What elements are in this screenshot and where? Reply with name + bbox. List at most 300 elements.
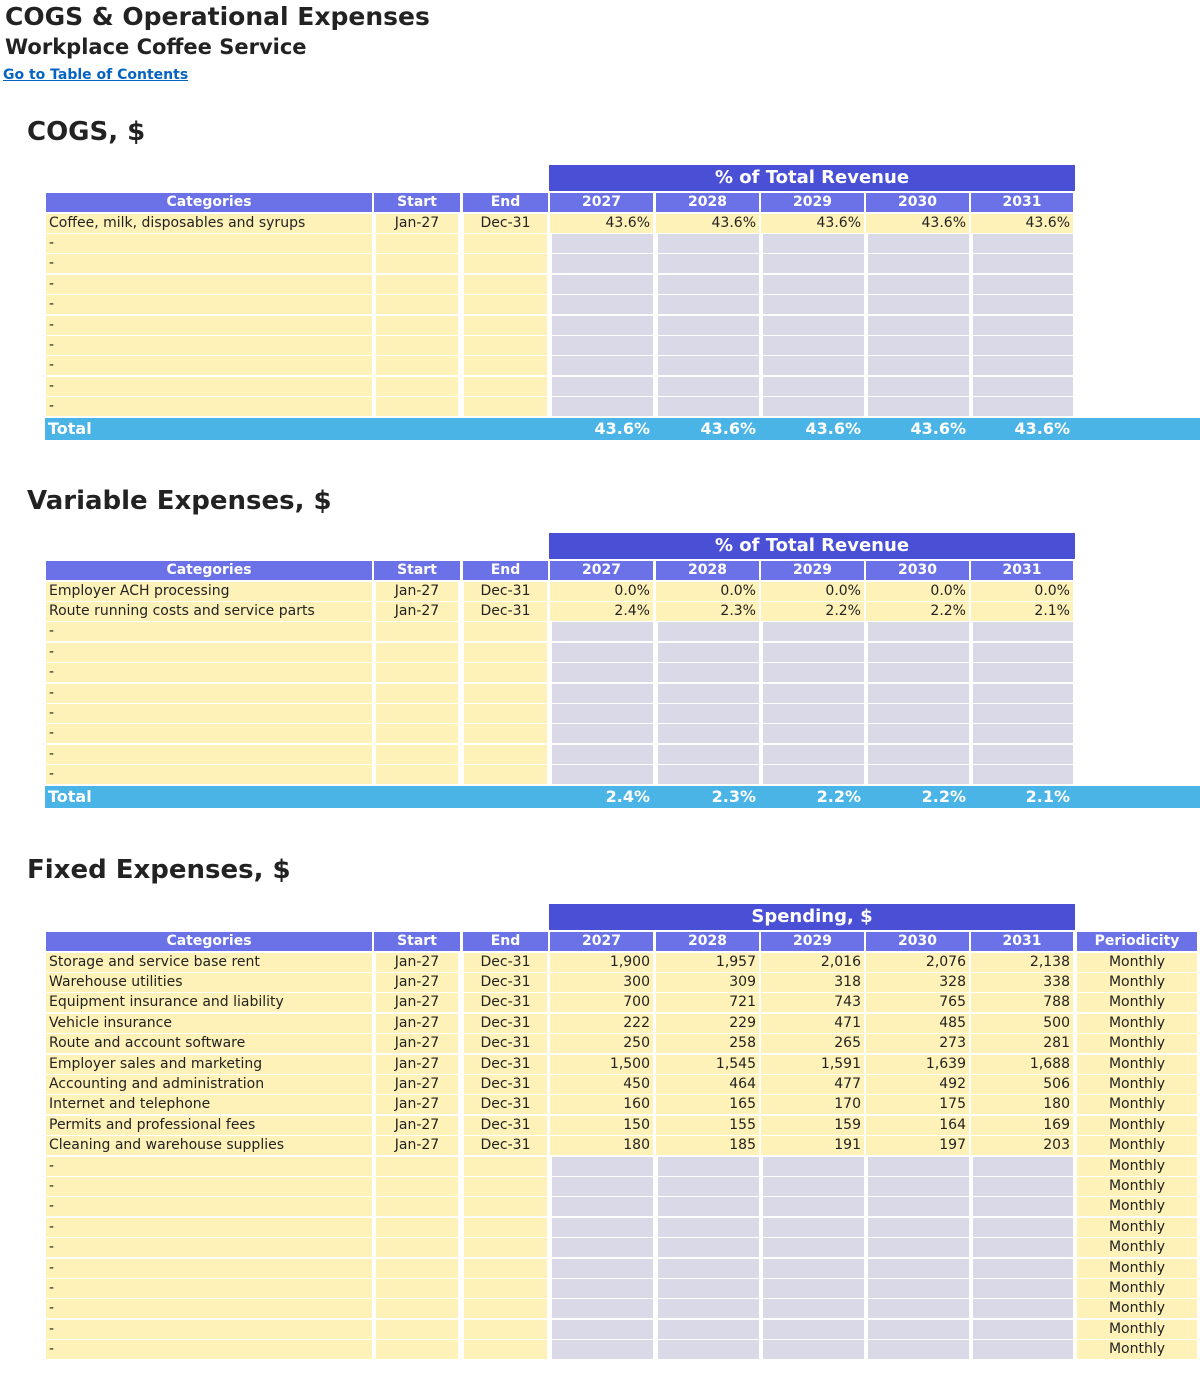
row-start-date[interactable]: Jan-27 — [376, 1055, 458, 1074]
row-start-date[interactable] — [376, 1320, 458, 1339]
row-year-empty[interactable] — [763, 765, 864, 784]
row-year-empty[interactable] — [658, 1238, 759, 1257]
row-periodicity[interactable]: Monthly — [1077, 1340, 1197, 1359]
row-year-value[interactable]: 175 — [866, 1095, 969, 1114]
row-year-empty[interactable] — [868, 1197, 969, 1216]
row-category-name[interactable]: Employer sales and marketing — [46, 1055, 372, 1074]
row-year-value[interactable]: 492 — [866, 1075, 969, 1094]
row-year-value[interactable]: 500 — [971, 1014, 1073, 1033]
row-year-value[interactable]: 1,500 — [550, 1055, 653, 1074]
row-year-value[interactable]: 203 — [971, 1136, 1073, 1155]
row-end-date[interactable] — [464, 275, 547, 294]
row-year-value[interactable]: 0.0% — [866, 582, 969, 601]
row-category-name[interactable]: Permits and professional fees — [46, 1116, 372, 1135]
row-year-empty[interactable] — [552, 745, 653, 764]
row-year-empty[interactable] — [973, 1157, 1073, 1176]
row-category-name[interactable]: - — [46, 663, 372, 682]
row-year-empty[interactable] — [763, 663, 864, 682]
row-year-empty[interactable] — [868, 1177, 969, 1196]
row-start-date[interactable]: Jan-27 — [376, 973, 458, 992]
row-year-empty[interactable] — [868, 765, 969, 784]
row-start-date[interactable] — [376, 663, 458, 682]
row-end-date[interactable] — [464, 622, 547, 641]
row-year-empty[interactable] — [658, 275, 759, 294]
row-start-date[interactable] — [376, 295, 458, 314]
row-category-name[interactable]: - — [46, 622, 372, 641]
row-year-empty[interactable] — [763, 377, 864, 396]
row-year-empty[interactable] — [552, 1238, 653, 1257]
row-year-empty[interactable] — [868, 234, 969, 253]
row-year-empty[interactable] — [973, 1238, 1073, 1257]
row-end-date[interactable] — [464, 1157, 547, 1176]
row-end-date[interactable] — [464, 643, 547, 662]
row-category-name[interactable]: - — [46, 1299, 372, 1318]
row-periodicity[interactable]: Monthly — [1077, 1136, 1197, 1155]
row-year-empty[interactable] — [658, 1340, 759, 1359]
row-year-empty[interactable] — [763, 745, 864, 764]
row-start-date[interactable]: Jan-27 — [376, 993, 458, 1012]
row-year-empty[interactable] — [763, 1238, 864, 1257]
row-category-name[interactable]: - — [46, 684, 372, 703]
row-year-value[interactable]: 1,957 — [656, 953, 759, 972]
row-category-name[interactable]: - — [46, 377, 372, 396]
row-end-date[interactable] — [464, 336, 547, 355]
row-year-empty[interactable] — [868, 1340, 969, 1359]
row-year-empty[interactable] — [552, 663, 653, 682]
row-category-name[interactable]: - — [46, 1238, 372, 1257]
row-end-date[interactable] — [464, 316, 547, 335]
row-start-date[interactable] — [376, 765, 458, 784]
row-year-empty[interactable] — [658, 295, 759, 314]
row-year-value[interactable]: 197 — [866, 1136, 969, 1155]
row-year-empty[interactable] — [658, 254, 759, 273]
row-year-empty[interactable] — [658, 1259, 759, 1278]
row-end-date[interactable] — [464, 1197, 547, 1216]
row-periodicity[interactable]: Monthly — [1077, 1177, 1197, 1196]
row-year-empty[interactable] — [868, 295, 969, 314]
row-year-empty[interactable] — [552, 234, 653, 253]
row-end-date[interactable] — [464, 1320, 547, 1339]
row-periodicity[interactable]: Monthly — [1077, 1014, 1197, 1033]
row-year-empty[interactable] — [763, 643, 864, 662]
row-year-value[interactable]: 506 — [971, 1075, 1073, 1094]
row-year-empty[interactable] — [552, 724, 653, 743]
row-year-empty[interactable] — [868, 704, 969, 723]
row-year-empty[interactable] — [658, 1299, 759, 1318]
row-start-date[interactable] — [376, 745, 458, 764]
row-category-name[interactable]: - — [46, 1197, 372, 1216]
row-periodicity[interactable]: Monthly — [1077, 1299, 1197, 1318]
row-year-empty[interactable] — [552, 1259, 653, 1278]
row-year-empty[interactable] — [658, 1157, 759, 1176]
row-start-date[interactable]: Jan-27 — [376, 1014, 458, 1033]
row-category-name[interactable]: - — [46, 1320, 372, 1339]
row-year-empty[interactable] — [763, 356, 864, 375]
row-year-value[interactable]: 0.0% — [550, 582, 653, 601]
row-start-date[interactable] — [376, 704, 458, 723]
row-category-name[interactable]: Route and account software — [46, 1034, 372, 1053]
row-year-value[interactable]: 155 — [656, 1116, 759, 1135]
row-end-date[interactable]: Dec-31 — [464, 214, 547, 233]
row-category-name[interactable]: - — [46, 397, 372, 416]
row-start-date[interactable] — [376, 1157, 458, 1176]
row-year-value[interactable]: 450 — [550, 1075, 653, 1094]
row-year-empty[interactable] — [868, 622, 969, 641]
row-start-date[interactable] — [376, 377, 458, 396]
row-year-empty[interactable] — [973, 316, 1073, 335]
row-year-value[interactable]: 788 — [971, 993, 1073, 1012]
row-end-date[interactable]: Dec-31 — [464, 1055, 547, 1074]
row-year-empty[interactable] — [763, 704, 864, 723]
row-end-date[interactable]: Dec-31 — [464, 582, 547, 601]
row-year-empty[interactable] — [973, 663, 1073, 682]
row-start-date[interactable] — [376, 397, 458, 416]
row-year-empty[interactable] — [868, 724, 969, 743]
row-year-value[interactable]: 464 — [656, 1075, 759, 1094]
row-periodicity[interactable]: Monthly — [1077, 1279, 1197, 1298]
row-year-empty[interactable] — [973, 356, 1073, 375]
row-start-date[interactable]: Jan-27 — [376, 953, 458, 972]
row-year-empty[interactable] — [973, 1259, 1073, 1278]
row-year-empty[interactable] — [868, 336, 969, 355]
row-end-date[interactable] — [464, 704, 547, 723]
row-year-empty[interactable] — [552, 336, 653, 355]
row-end-date[interactable] — [464, 1238, 547, 1257]
row-year-empty[interactable] — [658, 622, 759, 641]
row-year-empty[interactable] — [763, 1197, 864, 1216]
row-year-empty[interactable] — [868, 356, 969, 375]
row-start-date[interactable] — [376, 254, 458, 273]
row-year-empty[interactable] — [973, 397, 1073, 416]
row-end-date[interactable] — [464, 254, 547, 273]
row-year-value[interactable]: 0.0% — [761, 582, 864, 601]
row-year-empty[interactable] — [973, 295, 1073, 314]
row-end-date[interactable] — [464, 1218, 547, 1237]
row-end-date[interactable] — [464, 765, 547, 784]
row-end-date[interactable]: Dec-31 — [464, 953, 547, 972]
row-year-value[interactable]: 250 — [550, 1034, 653, 1053]
row-start-date[interactable]: Jan-27 — [376, 1034, 458, 1053]
row-end-date[interactable]: Dec-31 — [464, 1095, 547, 1114]
row-year-empty[interactable] — [658, 1279, 759, 1298]
row-year-empty[interactable] — [973, 336, 1073, 355]
row-start-date[interactable]: Jan-27 — [376, 1095, 458, 1114]
row-year-empty[interactable] — [973, 1340, 1073, 1359]
row-category-name[interactable]: Storage and service base rent — [46, 953, 372, 972]
row-year-value[interactable]: 471 — [761, 1014, 864, 1033]
row-year-empty[interactable] — [552, 1279, 653, 1298]
row-year-empty[interactable] — [552, 397, 653, 416]
row-year-value[interactable]: 765 — [866, 993, 969, 1012]
row-periodicity[interactable]: Monthly — [1077, 953, 1197, 972]
row-year-empty[interactable] — [973, 1320, 1073, 1339]
row-year-empty[interactable] — [552, 1177, 653, 1196]
row-category-name[interactable]: - — [46, 1177, 372, 1196]
row-year-empty[interactable] — [868, 745, 969, 764]
row-category-name[interactable]: - — [46, 316, 372, 335]
row-start-date[interactable] — [376, 336, 458, 355]
row-year-value[interactable]: 338 — [971, 973, 1073, 992]
row-year-empty[interactable] — [868, 1218, 969, 1237]
row-periodicity[interactable]: Monthly — [1077, 1116, 1197, 1135]
row-year-empty[interactable] — [973, 643, 1073, 662]
row-year-empty[interactable] — [658, 1177, 759, 1196]
row-category-name[interactable]: - — [46, 356, 372, 375]
row-year-empty[interactable] — [658, 704, 759, 723]
row-start-date[interactable]: Jan-27 — [376, 1136, 458, 1155]
row-year-empty[interactable] — [763, 724, 864, 743]
row-year-value[interactable]: 164 — [866, 1116, 969, 1135]
row-year-value[interactable]: 273 — [866, 1034, 969, 1053]
row-year-empty[interactable] — [973, 275, 1073, 294]
row-year-value[interactable]: 2.3% — [656, 602, 759, 621]
row-year-empty[interactable] — [868, 1320, 969, 1339]
row-year-value[interactable]: 1,900 — [550, 953, 653, 972]
row-year-empty[interactable] — [763, 336, 864, 355]
row-year-empty[interactable] — [552, 295, 653, 314]
row-year-value[interactable]: 191 — [761, 1136, 864, 1155]
row-year-empty[interactable] — [868, 663, 969, 682]
row-end-date[interactable] — [464, 377, 547, 396]
row-year-empty[interactable] — [868, 684, 969, 703]
row-year-empty[interactable] — [763, 397, 864, 416]
row-start-date[interactable] — [376, 684, 458, 703]
row-periodicity[interactable]: Monthly — [1077, 1197, 1197, 1216]
row-category-name[interactable]: Equipment insurance and liability — [46, 993, 372, 1012]
row-year-empty[interactable] — [552, 1299, 653, 1318]
row-start-date[interactable] — [376, 1299, 458, 1318]
row-year-empty[interactable] — [658, 1197, 759, 1216]
row-periodicity[interactable]: Monthly — [1077, 993, 1197, 1012]
row-category-name[interactable]: - — [46, 765, 372, 784]
row-year-empty[interactable] — [973, 1279, 1073, 1298]
row-year-value[interactable]: 2.4% — [550, 602, 653, 621]
row-year-empty[interactable] — [868, 397, 969, 416]
row-category-name[interactable]: Internet and telephone — [46, 1095, 372, 1114]
row-category-name[interactable]: - — [46, 1218, 372, 1237]
row-year-empty[interactable] — [658, 765, 759, 784]
row-periodicity[interactable]: Monthly — [1077, 1218, 1197, 1237]
row-year-value[interactable]: 1,688 — [971, 1055, 1073, 1074]
row-year-empty[interactable] — [763, 1279, 864, 1298]
row-year-empty[interactable] — [763, 1299, 864, 1318]
row-year-empty[interactable] — [552, 275, 653, 294]
row-year-empty[interactable] — [658, 356, 759, 375]
row-year-empty[interactable] — [763, 1259, 864, 1278]
row-year-empty[interactable] — [973, 1197, 1073, 1216]
row-end-date[interactable]: Dec-31 — [464, 993, 547, 1012]
row-year-empty[interactable] — [763, 1218, 864, 1237]
row-year-empty[interactable] — [973, 765, 1073, 784]
row-end-date[interactable] — [464, 663, 547, 682]
row-year-value[interactable]: 43.6% — [656, 214, 759, 233]
row-category-name[interactable]: Accounting and administration — [46, 1075, 372, 1094]
row-start-date[interactable] — [376, 1259, 458, 1278]
row-year-empty[interactable] — [658, 1320, 759, 1339]
row-year-value[interactable]: 180 — [550, 1136, 653, 1155]
row-year-empty[interactable] — [552, 684, 653, 703]
row-start-date[interactable] — [376, 622, 458, 641]
row-year-empty[interactable] — [973, 1299, 1073, 1318]
row-year-value[interactable]: 2.2% — [866, 602, 969, 621]
row-year-value[interactable]: 0.0% — [971, 582, 1073, 601]
row-category-name[interactable]: - — [46, 724, 372, 743]
row-year-empty[interactable] — [552, 1340, 653, 1359]
row-start-date[interactable] — [376, 1279, 458, 1298]
row-year-empty[interactable] — [552, 765, 653, 784]
row-year-value[interactable]: 265 — [761, 1034, 864, 1053]
row-start-date[interactable] — [376, 356, 458, 375]
row-start-date[interactable] — [376, 316, 458, 335]
row-end-date[interactable]: Dec-31 — [464, 602, 547, 621]
row-category-name[interactable]: Vehicle insurance — [46, 1014, 372, 1033]
row-category-name[interactable]: - — [46, 1259, 372, 1278]
row-periodicity[interactable]: Monthly — [1077, 1320, 1197, 1339]
row-year-value[interactable]: 258 — [656, 1034, 759, 1053]
row-year-value[interactable]: 169 — [971, 1116, 1073, 1135]
row-end-date[interactable] — [464, 745, 547, 764]
row-year-empty[interactable] — [658, 397, 759, 416]
row-end-date[interactable]: Dec-31 — [464, 1116, 547, 1135]
row-year-empty[interactable] — [868, 275, 969, 294]
row-year-empty[interactable] — [658, 377, 759, 396]
row-category-name[interactable]: - — [46, 254, 372, 273]
row-year-empty[interactable] — [552, 356, 653, 375]
row-start-date[interactable]: Jan-27 — [376, 1116, 458, 1135]
row-start-date[interactable] — [376, 1340, 458, 1359]
row-end-date[interactable] — [464, 684, 547, 703]
row-year-value[interactable]: 2.2% — [761, 602, 864, 621]
row-year-value[interactable]: 1,591 — [761, 1055, 864, 1074]
row-year-empty[interactable] — [868, 316, 969, 335]
row-year-empty[interactable] — [868, 1238, 969, 1257]
row-category-name[interactable]: - — [46, 1340, 372, 1359]
row-end-date[interactable] — [464, 724, 547, 743]
row-year-value[interactable]: 721 — [656, 993, 759, 1012]
row-year-value[interactable]: 2,138 — [971, 953, 1073, 972]
row-year-empty[interactable] — [658, 684, 759, 703]
row-year-empty[interactable] — [763, 1340, 864, 1359]
row-periodicity[interactable]: Monthly — [1077, 1034, 1197, 1053]
row-end-date[interactable] — [464, 1259, 547, 1278]
row-year-value[interactable]: 229 — [656, 1014, 759, 1033]
row-year-empty[interactable] — [973, 377, 1073, 396]
row-start-date[interactable] — [376, 234, 458, 253]
row-year-empty[interactable] — [552, 1320, 653, 1339]
row-start-date[interactable] — [376, 643, 458, 662]
row-year-value[interactable]: 165 — [656, 1095, 759, 1114]
row-year-value[interactable]: 43.6% — [761, 214, 864, 233]
row-periodicity[interactable]: Monthly — [1077, 1238, 1197, 1257]
row-end-date[interactable]: Dec-31 — [464, 1014, 547, 1033]
row-year-empty[interactable] — [552, 377, 653, 396]
table-of-contents-link[interactable]: Go to Table of Contents — [3, 67, 189, 83]
row-category-name[interactable]: Route running costs and service parts — [46, 602, 372, 621]
row-year-empty[interactable] — [868, 643, 969, 662]
row-end-date[interactable] — [464, 397, 547, 416]
row-start-date[interactable] — [376, 1197, 458, 1216]
row-start-date[interactable] — [376, 724, 458, 743]
row-year-empty[interactable] — [763, 1320, 864, 1339]
row-year-value[interactable]: 180 — [971, 1095, 1073, 1114]
row-start-date[interactable] — [376, 1238, 458, 1257]
row-year-empty[interactable] — [552, 316, 653, 335]
row-year-value[interactable]: 185 — [656, 1136, 759, 1155]
row-periodicity[interactable]: Monthly — [1077, 1259, 1197, 1278]
row-category-name[interactable]: - — [46, 704, 372, 723]
row-year-value[interactable]: 2,016 — [761, 953, 864, 972]
row-year-empty[interactable] — [763, 1157, 864, 1176]
row-periodicity[interactable]: Monthly — [1077, 1157, 1197, 1176]
row-periodicity[interactable]: Monthly — [1077, 1055, 1197, 1074]
row-year-value[interactable]: 0.0% — [656, 582, 759, 601]
row-year-empty[interactable] — [868, 1157, 969, 1176]
row-start-date[interactable]: Jan-27 — [376, 214, 458, 233]
row-category-name[interactable]: - — [46, 234, 372, 253]
row-end-date[interactable] — [464, 234, 547, 253]
row-year-value[interactable]: 43.6% — [971, 214, 1073, 233]
row-year-value[interactable]: 222 — [550, 1014, 653, 1033]
row-year-empty[interactable] — [658, 724, 759, 743]
row-year-empty[interactable] — [658, 336, 759, 355]
row-year-empty[interactable] — [868, 1259, 969, 1278]
row-year-value[interactable]: 43.6% — [550, 214, 653, 233]
row-year-empty[interactable] — [552, 254, 653, 273]
row-year-empty[interactable] — [658, 643, 759, 662]
row-year-value[interactable]: 1,545 — [656, 1055, 759, 1074]
row-year-empty[interactable] — [973, 704, 1073, 723]
row-start-date[interactable]: Jan-27 — [376, 582, 458, 601]
row-year-empty[interactable] — [973, 684, 1073, 703]
row-year-value[interactable]: 159 — [761, 1116, 864, 1135]
row-year-empty[interactable] — [763, 684, 864, 703]
row-end-date[interactable]: Dec-31 — [464, 1136, 547, 1155]
row-end-date[interactable]: Dec-31 — [464, 1034, 547, 1053]
row-year-value[interactable]: 328 — [866, 973, 969, 992]
row-start-date[interactable] — [376, 1177, 458, 1196]
row-year-value[interactable]: 700 — [550, 993, 653, 1012]
row-year-empty[interactable] — [973, 1218, 1073, 1237]
row-year-empty[interactable] — [658, 745, 759, 764]
row-year-value[interactable]: 281 — [971, 1034, 1073, 1053]
row-year-empty[interactable] — [658, 316, 759, 335]
row-year-value[interactable]: 309 — [656, 973, 759, 992]
row-year-value[interactable]: 477 — [761, 1075, 864, 1094]
row-year-empty[interactable] — [763, 1177, 864, 1196]
row-year-empty[interactable] — [763, 234, 864, 253]
row-year-value[interactable]: 485 — [866, 1014, 969, 1033]
row-category-name[interactable]: Cleaning and warehouse supplies — [46, 1136, 372, 1155]
row-end-date[interactable]: Dec-31 — [464, 973, 547, 992]
row-year-empty[interactable] — [973, 254, 1073, 273]
row-year-empty[interactable] — [973, 622, 1073, 641]
row-year-empty[interactable] — [552, 643, 653, 662]
row-year-empty[interactable] — [763, 275, 864, 294]
row-end-date[interactable] — [464, 295, 547, 314]
row-end-date[interactable] — [464, 1177, 547, 1196]
row-year-empty[interactable] — [763, 295, 864, 314]
row-year-empty[interactable] — [973, 234, 1073, 253]
row-periodicity[interactable]: Monthly — [1077, 1075, 1197, 1094]
row-end-date[interactable] — [464, 1299, 547, 1318]
row-periodicity[interactable]: Monthly — [1077, 1095, 1197, 1114]
row-start-date[interactable]: Jan-27 — [376, 602, 458, 621]
row-year-value[interactable]: 150 — [550, 1116, 653, 1135]
row-category-name[interactable]: - — [46, 336, 372, 355]
row-year-empty[interactable] — [763, 316, 864, 335]
row-category-name[interactable]: - — [46, 1279, 372, 1298]
row-year-empty[interactable] — [763, 622, 864, 641]
